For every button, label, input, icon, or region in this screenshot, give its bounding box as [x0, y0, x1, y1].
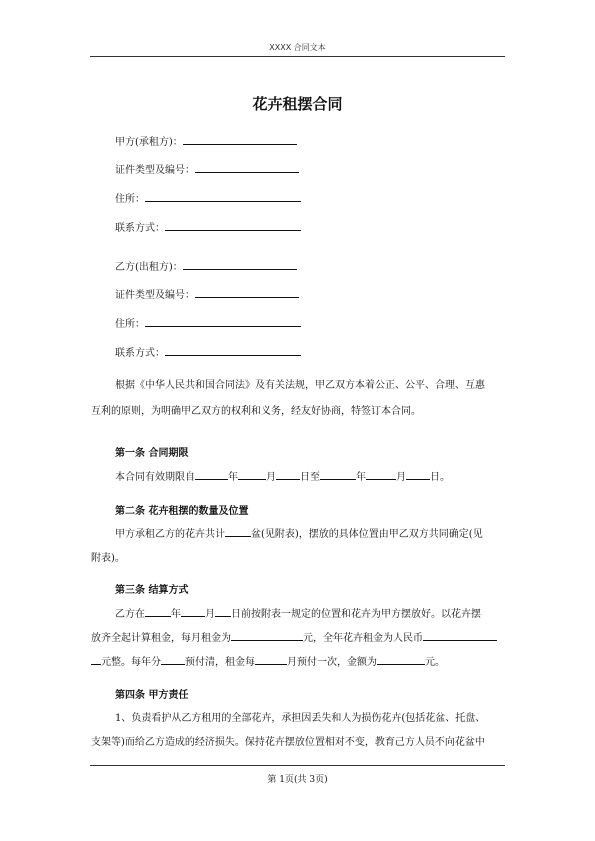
article-3-text: 月预付一次，金额为: [287, 657, 377, 668]
article-1-body: [115, 468, 450, 488]
party-a-id-field: [115, 161, 299, 176]
preamble-line-2: 互利的原则，为明确甲乙双方的权利和义务，经友好协商，特签订本合同。: [91, 406, 421, 417]
party-b-address-blank[interactable]: [145, 316, 301, 327]
monthly-rent-blank[interactable]: [231, 630, 303, 641]
article-4-line-1: 1、负责看护从乙方租用的全部花卉，承担因丢失和人为损伤花卉(包括花盆、托盘、: [115, 713, 486, 724]
annual-rent-blank[interactable]: [423, 630, 497, 641]
start-year-blank[interactable]: [195, 469, 228, 480]
party-a-address-field: [115, 190, 301, 205]
party-a-contact-label: 联系方式：: [115, 223, 165, 234]
party-a-name-label: 甲方(承租方)：: [115, 137, 183, 148]
setup-month-blank[interactable]: [181, 606, 205, 617]
article-3-line-3: [91, 653, 445, 673]
party-a-contact-field: [115, 219, 301, 234]
end-month-blank[interactable]: [366, 469, 396, 480]
day-to-text: 日至: [300, 472, 320, 483]
party-a-id-blank[interactable]: [195, 162, 299, 173]
end-day-blank[interactable]: [406, 469, 430, 480]
start-day-blank[interactable]: [276, 469, 300, 480]
party-b-contact-label: 联系方式：: [115, 348, 165, 359]
article-2-line-2: 附表)。: [91, 553, 125, 564]
party-b-name-blank[interactable]: [183, 259, 297, 270]
setup-day-blank[interactable]: [215, 606, 231, 617]
party-a-contact-blank[interactable]: [165, 220, 301, 231]
article-3-text: 元。: [425, 657, 445, 668]
party-b-contact-blank[interactable]: [165, 345, 301, 356]
party-b-name-label: 乙方(出租方)：: [115, 262, 183, 273]
year-unit: 年: [171, 609, 181, 620]
header-divider: [90, 56, 505, 57]
article-3-text: 日前按附表一规定的位置和花卉为甲方摆放好。以花卉摆: [231, 609, 481, 620]
article-2-heading: 第二条 花卉租摆的数量及位置: [115, 506, 249, 517]
year-unit: 年: [228, 472, 238, 483]
party-b-id-field: [115, 286, 299, 301]
article-4-heading: 第四条 甲方责任: [115, 690, 189, 701]
article-1-text: 本合同有效期限自: [115, 472, 195, 483]
document-title: 花卉租摆合同: [252, 95, 343, 113]
month-unit: 月: [396, 472, 406, 483]
article-4-line-2: 支架等)而给乙方造成的经济损失。保持花卉摆放位置相对不变，教育己方人员不向花盆中: [91, 737, 485, 748]
start-month-blank[interactable]: [238, 469, 266, 480]
party-b-contact-field: [115, 344, 301, 359]
pot-count-blank[interactable]: [225, 526, 251, 537]
article-3-text: 乙方在: [115, 609, 145, 620]
year-unit: 年: [356, 472, 366, 483]
party-a-name-blank[interactable]: [183, 134, 297, 145]
month-unit: 月: [266, 472, 276, 483]
payment-interval-blank[interactable]: [255, 654, 287, 665]
party-a-name-field: [115, 133, 297, 148]
setup-year-blank[interactable]: [145, 606, 171, 617]
article-3-text: 放齐全起计算租金，每月租金为: [91, 633, 231, 644]
installments-blank[interactable]: [161, 654, 185, 665]
party-b-name-field: [115, 258, 297, 273]
article-3-heading: 第三条 结算方式: [115, 585, 189, 596]
party-b-id-label: 证件类型及编号：: [115, 290, 195, 301]
preamble-line-1: 根据《中华人民共和国合同法》及有关法规，甲乙双方本着公正、公平、合理、互惠: [115, 380, 485, 391]
article-3-text: 元，全年花卉租金为人民币: [303, 633, 423, 644]
footer-divider: [90, 765, 505, 766]
article-3-text: 预付清，租金每: [185, 657, 255, 668]
article-2-text: 甲方承租乙方的花卉共计: [115, 529, 225, 540]
article-1-heading: 第一条 合同期限: [115, 448, 189, 459]
article-3-text: 元整。每年分: [101, 657, 161, 668]
day-unit: 日。: [430, 472, 450, 483]
annual-rent-blank-cont[interactable]: [91, 654, 101, 665]
payment-amount-blank[interactable]: [377, 654, 425, 665]
party-a-address-blank[interactable]: [145, 191, 301, 202]
party-a-id-label: 证件类型及编号：: [115, 165, 195, 176]
article-3-line-1: [115, 605, 481, 625]
party-a-address-label: 住所：: [115, 194, 145, 205]
page-footer: 第 1页(共 3页): [267, 775, 328, 785]
month-unit: 月: [205, 609, 215, 620]
article-2-text: 盆(见附表)，摆放的具体位置由甲乙双方共同确定(见: [251, 529, 483, 540]
article-2-line-1: [115, 525, 483, 545]
party-b-address-field: [115, 315, 301, 330]
page-header: XXXX 合同文本: [269, 43, 326, 52]
party-b-id-blank[interactable]: [195, 287, 299, 298]
article-3-line-2: [91, 629, 497, 649]
end-year-blank[interactable]: [320, 469, 356, 480]
party-b-address-label: 住所：: [115, 319, 145, 330]
